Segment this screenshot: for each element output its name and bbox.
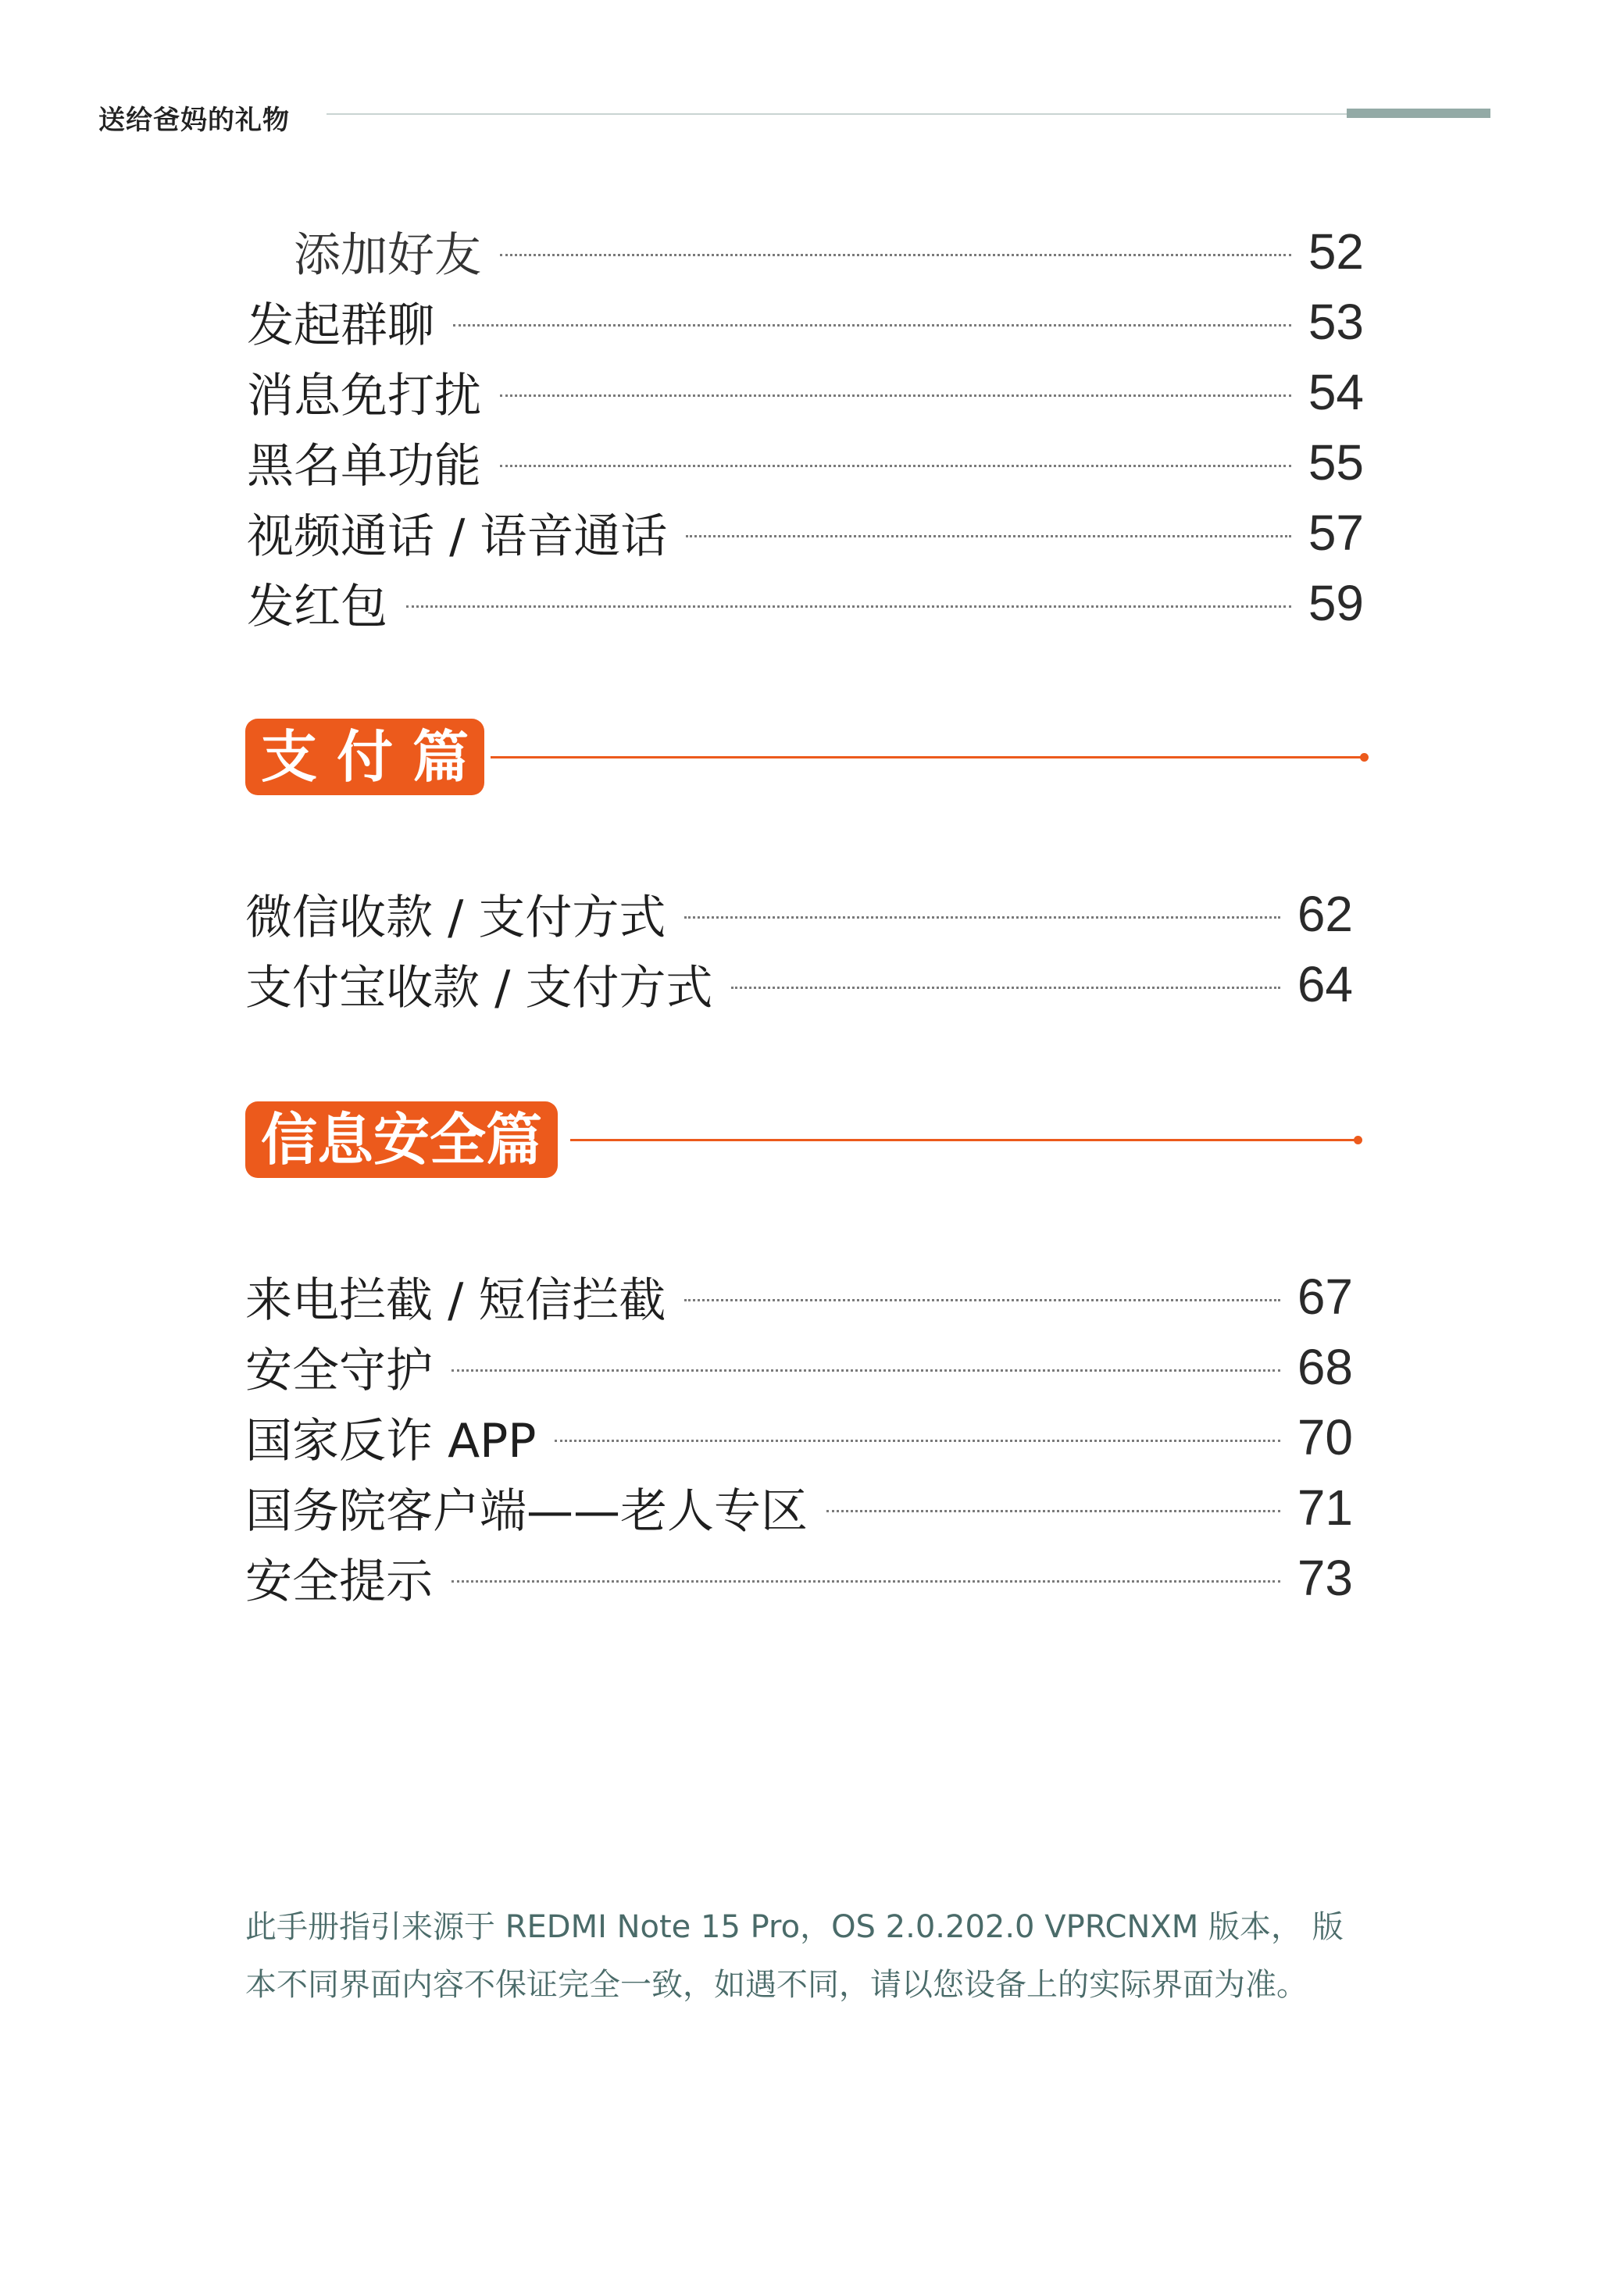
toc-entry-page: 55: [1308, 434, 1364, 491]
toc-leader-dots: [826, 1510, 1280, 1512]
header-rule: [327, 113, 1347, 115]
toc-leader-dots: [731, 987, 1280, 989]
toc-entry-page: 67: [1297, 1269, 1353, 1325]
toc-entry-label: 安全提示: [245, 1554, 433, 1609]
toc-leader-dots: [555, 1440, 1280, 1442]
toc-leader-dots: [500, 254, 1291, 256]
toc-entry-page: 54: [1308, 364, 1364, 420]
toc-leader-dots: [452, 1369, 1280, 1372]
toc-leader-dots: [684, 1299, 1280, 1301]
footer-note: 此手册指引来源于 REDMI Note 15 Pro，OS 2.0.202.0 VPRCNXM 版本， 版本不同界面内容不保证完全一致，如遇不同，请以您设备上的实际界面为准。: [245, 1909, 1344, 2003]
toc-entry-page: 64: [1297, 956, 1353, 1012]
toc-entry[interactable]: [247, 361, 1364, 423]
section-rule: [570, 1139, 1359, 1141]
page-header: [0, 0, 1624, 156]
toc-entry[interactable]: [294, 220, 1364, 283]
toc-entry-label: 发起群聊: [247, 298, 434, 353]
toc-leader-dots: [686, 535, 1290, 537]
toc-entry-page: 73: [1297, 1550, 1353, 1606]
toc-entry-label: 国务院客户端——老人专区: [245, 1484, 808, 1539]
toc-entry-page: 53: [1308, 294, 1364, 350]
section-rule: [491, 756, 1365, 758]
toc-entry-label: 安全守护: [245, 1344, 433, 1398]
toc-entry-label: 添加好友: [294, 228, 481, 283]
toc-entry-page: 68: [1297, 1339, 1353, 1395]
toc-entry-page: 70: [1297, 1409, 1353, 1465]
toc-leader-dots: [452, 1580, 1280, 1583]
book-title: 送给爸妈的礼物: [98, 105, 290, 136]
toc-leader-dots: [500, 394, 1291, 397]
toc-entry[interactable]: [245, 1406, 1353, 1469]
toc-entry-page: 59: [1308, 575, 1364, 631]
toc-entry[interactable]: [247, 431, 1364, 494]
toc-entry[interactable]: [245, 1336, 1353, 1398]
toc-leader-dots: [406, 605, 1291, 608]
toc-entry[interactable]: [245, 1476, 1353, 1539]
section-title-badge: 信息安全篇: [245, 1101, 558, 1178]
section-header-payment: [245, 719, 1365, 795]
section-title-badge: 支 付 篇: [245, 719, 484, 795]
toc-entry-label: 视频通话 / 语音通话: [247, 509, 668, 564]
toc-entry[interactable]: [247, 572, 1364, 634]
toc-entry-page: 57: [1308, 505, 1364, 561]
toc-entry-page: 52: [1308, 223, 1364, 280]
toc-entry-page: 71: [1297, 1479, 1353, 1536]
toc-entry-label: 消息免打扰: [247, 369, 481, 423]
toc-entry[interactable]: [247, 501, 1364, 564]
toc-entry-label: 黑名单功能: [247, 439, 481, 494]
toc-entry-label: 来电拦截 / 短信拦截: [245, 1273, 666, 1328]
toc-entry[interactable]: [245, 1265, 1353, 1328]
toc-entry[interactable]: [245, 953, 1353, 1015]
toc-entry-label: 微信收款 / 支付方式: [245, 891, 666, 945]
toc-leader-dots: [500, 465, 1291, 467]
section-rule-dot: [1360, 753, 1369, 762]
section-rule-dot: [1354, 1136, 1362, 1144]
section-header-security: [245, 1101, 1359, 1178]
toc-entry[interactable]: [245, 1547, 1353, 1609]
header-accent-bar: [1347, 109, 1490, 118]
toc-leader-dots: [684, 916, 1280, 919]
toc-leader-dots: [453, 324, 1291, 327]
toc-entry[interactable]: [247, 291, 1364, 353]
toc-entry-label: 支付宝收款 / 支付方式: [245, 961, 713, 1015]
toc-entry-label: 国家反诈 APP: [245, 1414, 537, 1469]
toc-entry[interactable]: [245, 883, 1353, 945]
toc-entry-label: 发红包: [247, 580, 387, 634]
toc-entry-page: 62: [1297, 886, 1353, 942]
